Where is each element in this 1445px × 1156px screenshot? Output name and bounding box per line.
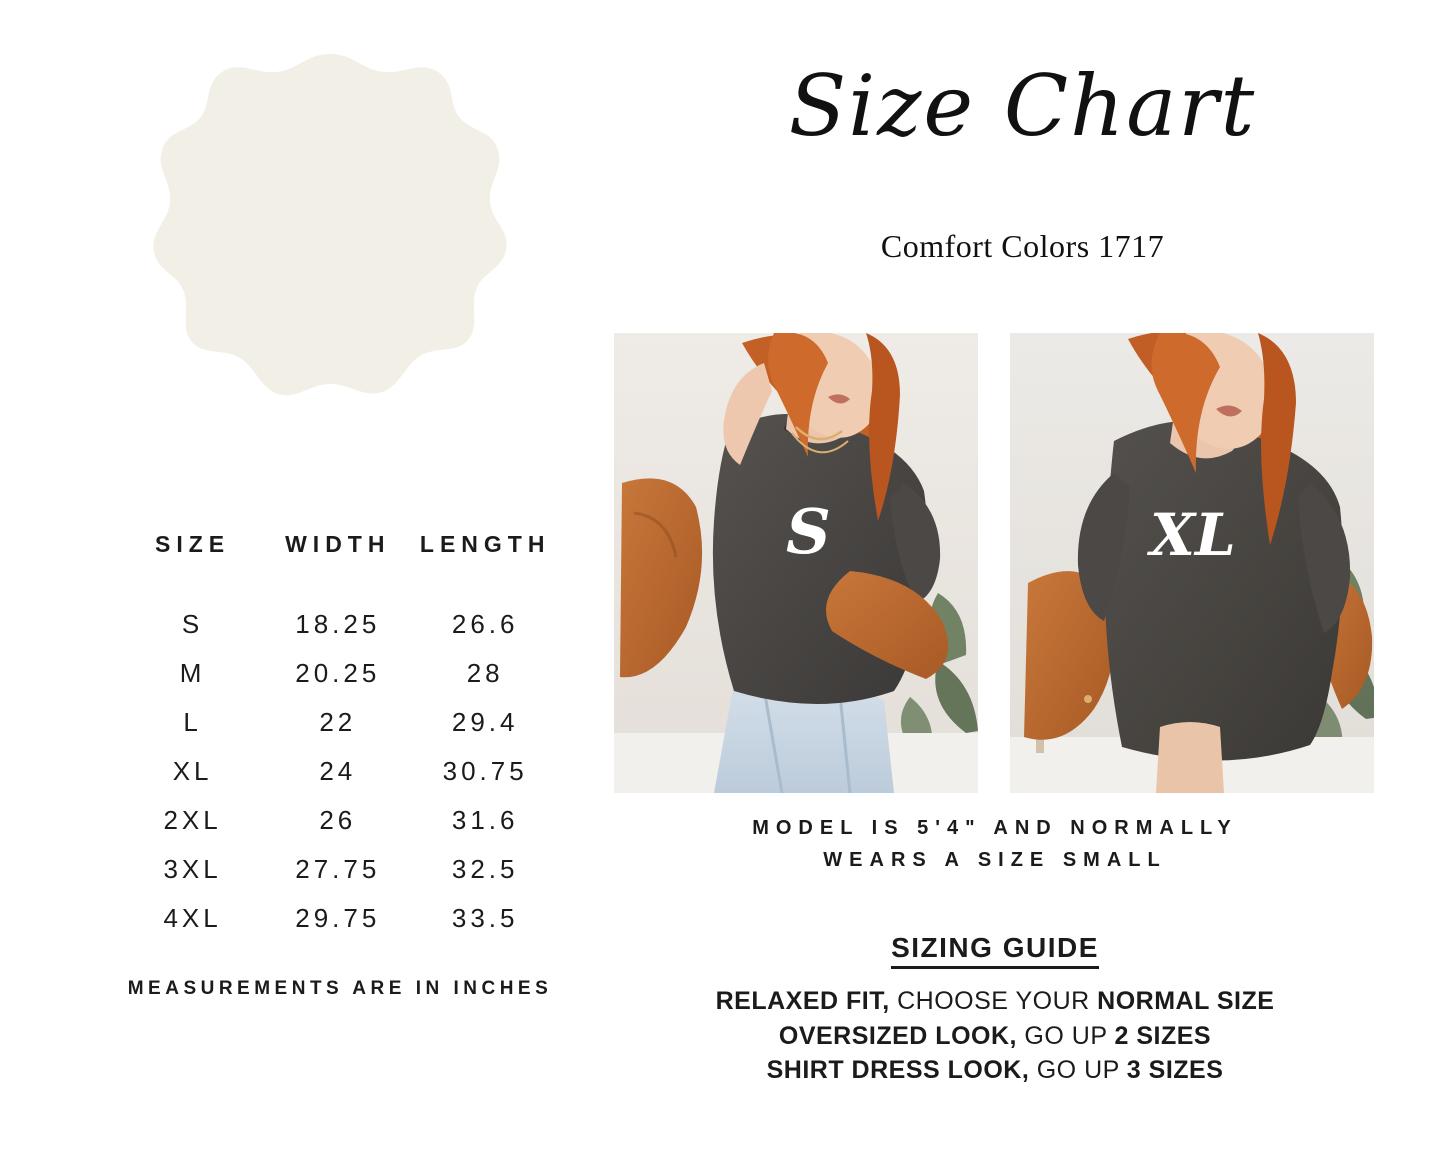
photo-size-xl (1010, 333, 1374, 793)
table-row (120, 747, 560, 796)
cell-length: 29.4 (451, 707, 519, 737)
sizing-guide-line-1 (600, 984, 1390, 1019)
table-row (120, 698, 560, 747)
guide-line-2-normal: GO UP (1016, 1021, 1115, 1050)
cell-size: 2XL (163, 805, 222, 835)
measurements-note: MEASUREMENTS ARE IN INCHES (127, 978, 553, 999)
cell-width: 29.75 (295, 903, 381, 933)
svg-text:XL: XL (1150, 501, 1236, 569)
photo-size-s (614, 333, 978, 793)
cell-width: 24 (319, 756, 357, 786)
table-row (120, 845, 560, 894)
size-measurements-table (120, 530, 560, 943)
guide-line-1-normal: CHOOSE YOUR (889, 987, 1098, 1015)
guide-line-3-normal: GO UP (1029, 1056, 1127, 1084)
cell-size: M (179, 658, 206, 688)
sizing-guide-heading-text: SIZING GUIDE (891, 932, 1099, 969)
decorative-blob (140, 48, 520, 448)
guide-line-2-bold-1: OVERSIZED LOOK, (778, 1021, 1017, 1050)
cell-width: 26 (319, 805, 357, 835)
sizing-guide-line-2 (600, 1019, 1390, 1054)
cell-size: 4XL (163, 903, 222, 933)
table-row (120, 600, 560, 649)
cell-length: 33.5 (451, 903, 519, 933)
left-column (0, 0, 600, 1156)
table-row (120, 649, 560, 698)
cell-length: 26.6 (451, 609, 519, 639)
cell-size: L (183, 707, 202, 737)
cell-width: 22 (319, 707, 357, 737)
cell-length: 31.6 (451, 805, 519, 835)
cell-size: 3XL (163, 854, 222, 884)
page-title: Size Chart (788, 57, 1257, 155)
cell-width: 20.25 (295, 658, 381, 688)
table-row (120, 894, 560, 943)
guide-line-2-bold-2: 2 SIZES (1114, 1021, 1212, 1050)
cell-size: S (181, 609, 204, 639)
guide-line-3-bold-2: 3 SIZES (1126, 1056, 1224, 1084)
column-header-length: LENGTH (419, 531, 551, 557)
guide-line-1-bold-1: RELAXED FIT, (715, 987, 890, 1015)
cell-length: 30.75 (442, 756, 528, 786)
model-note (600, 812, 1390, 876)
column-header-size: SIZE (155, 531, 231, 557)
page-subtitle: Comfort Colors 1717 (880, 228, 1165, 264)
cell-width: 18.25 (295, 609, 381, 639)
svg-text:S: S (786, 495, 831, 568)
table-row (120, 796, 560, 845)
measurements-table (120, 530, 560, 943)
model-note-line-1: MODEL IS 5'4" AND NORMALLY (752, 817, 1238, 839)
right-column (600, 0, 1445, 1156)
cell-size: XL (172, 756, 213, 786)
guide-line-3-bold-1: SHIRT DRESS LOOK, (766, 1056, 1030, 1084)
model-photos (614, 333, 1374, 793)
model-note-line-2: WEARS A SIZE SMALL (823, 849, 1167, 871)
table-header-row (120, 530, 560, 600)
sizing-guide-lines (600, 984, 1390, 1088)
column-header-width: WIDTH (285, 531, 391, 557)
sizing-guide-line-3 (600, 1053, 1390, 1088)
cell-length: 28 (466, 658, 504, 688)
cell-width: 27.75 (295, 854, 381, 884)
guide-line-1-bold-2: NORMAL SIZE (1097, 987, 1275, 1015)
cell-length: 32.5 (451, 854, 519, 884)
sizing-guide-heading (600, 932, 1390, 964)
